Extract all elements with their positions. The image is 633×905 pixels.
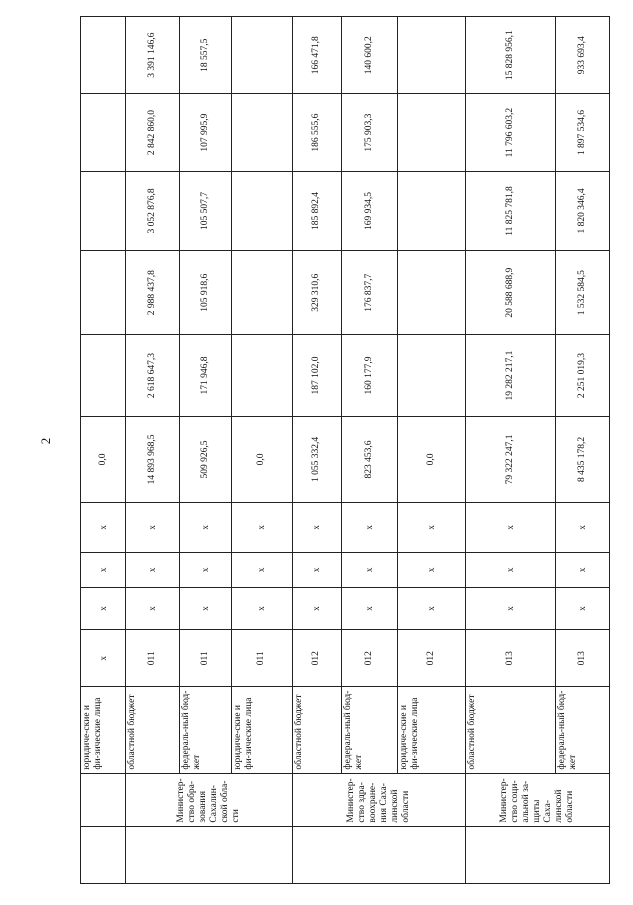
cell-value: 2 988 437,8 (126, 251, 180, 335)
cell-value (398, 94, 466, 171)
cell-organization: Министер-ство соци-альной за-щиты Саха-линской области (465, 773, 609, 826)
cell-value: 171 946,8 (180, 335, 232, 417)
table-row-continuation (81, 17, 126, 884)
cell-code: 013 (555, 630, 609, 687)
cell-x: х (81, 503, 126, 553)
cell-x: х (292, 588, 342, 630)
cell-value (81, 335, 126, 417)
table-row (555, 17, 609, 884)
budget-table (80, 16, 610, 884)
cell-code: 013 (465, 630, 555, 687)
cell-x: х (465, 552, 555, 587)
cell-value: 11 825 781,8 (465, 171, 555, 251)
cell-total: 509 926,5 (180, 416, 232, 502)
cell-value: 19 282 217,1 (465, 335, 555, 417)
cell-code: 011 (180, 630, 232, 687)
cell-code: 012 (292, 630, 342, 687)
cell-value: 175 903,3 (342, 94, 398, 171)
cell-value: 20 588 688,9 (465, 251, 555, 335)
cell-value: 176 837,7 (342, 251, 398, 335)
table-row (292, 17, 342, 884)
cell-source: юридиче-ские и фи-зические лица (81, 687, 126, 773)
cell-value: 107 995,9 (180, 94, 232, 171)
cell-value: 1 532 584,5 (555, 251, 609, 335)
cell-x: х (465, 503, 555, 553)
cell-x: х (555, 503, 609, 553)
cell-x: х (180, 503, 232, 553)
cell-x: х (81, 630, 126, 687)
cell-x: х (126, 503, 180, 553)
cell-value: 105 507,7 (180, 171, 232, 251)
cell-value: 187 102,0 (292, 335, 342, 417)
cell-organization: Министер-ство обра-зования Сахалин-ской обла-сти (126, 773, 293, 826)
cell-source: федераль-ный бюд-жет (180, 687, 232, 773)
cell-empty (292, 826, 465, 883)
cell-x: х (231, 588, 292, 630)
cell-value: 185 892,4 (292, 171, 342, 251)
cell-value (398, 171, 466, 251)
cell-x: х (231, 552, 292, 587)
cell-value: 2 842 860,0 (126, 94, 180, 171)
cell-empty (126, 826, 293, 883)
cell-x: х (342, 588, 398, 630)
cell-value: 2 618 647,3 (126, 335, 180, 417)
cell-value (81, 94, 126, 171)
cell-value (398, 17, 466, 94)
cell-x: х (342, 552, 398, 587)
cell-value: 11 796 603,2 (465, 94, 555, 171)
cell-value: 3 391 146,6 (126, 17, 180, 94)
cell-value (231, 17, 292, 94)
cell-total: 823 453,6 (342, 416, 398, 502)
cell-value: 160 177,9 (342, 335, 398, 417)
cell-total: 0,0 (231, 416, 292, 502)
cell-value: 15 828 956,1 (465, 17, 555, 94)
cell-x: х (398, 552, 466, 587)
cell-value (81, 171, 126, 251)
cell-total: 0,0 (81, 416, 126, 502)
cell-source: федераль-ный бюд-жет (555, 687, 609, 773)
cell-x: х (465, 588, 555, 630)
cell-source: юридиче-ские и фи-зические лица (231, 687, 292, 773)
table-row (180, 17, 232, 884)
cell-total: 8 435 178,2 (555, 416, 609, 502)
cell-x: х (398, 588, 466, 630)
cell-value: 1 897 534,6 (555, 94, 609, 171)
cell-x: х (81, 552, 126, 587)
cell-value: 1 820 346,4 (555, 171, 609, 251)
table-row (398, 17, 466, 884)
cell-value (231, 335, 292, 417)
cell-value: 166 471,8 (292, 17, 342, 94)
cell-x: х (555, 588, 609, 630)
cell-value: 105 918,6 (180, 251, 232, 335)
cell-empty (465, 826, 609, 883)
cell-x: х (126, 552, 180, 587)
cell-code: 011 (231, 630, 292, 687)
cell-value: 140 600,2 (342, 17, 398, 94)
cell-organization: Министер-ство здра-воохране-ния Саха-линской области (292, 773, 465, 826)
cell-value: 2 251 019,3 (555, 335, 609, 417)
cell-value (398, 251, 466, 335)
cell-source: федераль-ный бюд-жет (342, 687, 398, 773)
cell-value: 169 934,5 (342, 171, 398, 251)
cell-x: х (342, 503, 398, 553)
cell-value: 3 052 876,8 (126, 171, 180, 251)
page-number: 2 (38, 437, 53, 445)
table-row (231, 17, 292, 884)
cell-x: х (180, 588, 232, 630)
cell-empty (81, 773, 126, 826)
cell-x: х (231, 503, 292, 553)
cell-value (398, 335, 466, 417)
cell-value (81, 17, 126, 94)
cell-x: х (126, 588, 180, 630)
cell-x: х (398, 503, 466, 553)
cell-value: 186 555,6 (292, 94, 342, 171)
cell-x: х (180, 552, 232, 587)
cell-total: 79 322 247,1 (465, 416, 555, 502)
cell-x: х (555, 552, 609, 587)
cell-value (81, 251, 126, 335)
table-row (126, 17, 180, 884)
cell-total: 0,0 (398, 416, 466, 502)
budget-table-rotated (80, 16, 610, 884)
cell-code: 012 (398, 630, 466, 687)
cell-x: х (292, 503, 342, 553)
cell-source: юридиче-ские и фи-зические лица (398, 687, 466, 773)
cell-source: областной бюджет (126, 687, 180, 773)
cell-value (231, 251, 292, 335)
cell-value: 18 557,5 (180, 17, 232, 94)
cell-code: 011 (126, 630, 180, 687)
cell-x: х (292, 552, 342, 587)
cell-code: 012 (342, 630, 398, 687)
cell-total: 14 893 968,5 (126, 416, 180, 502)
cell-value (231, 94, 292, 171)
cell-empty (81, 826, 126, 883)
cell-value: 329 310,6 (292, 251, 342, 335)
cell-source: областной бюджет (465, 687, 555, 773)
cell-source: областной бюджет (292, 687, 342, 773)
cell-value: 933 693,4 (555, 17, 609, 94)
cell-x: х (81, 588, 126, 630)
cell-value (231, 171, 292, 251)
table-row (342, 17, 398, 884)
cell-total: 1 055 332,4 (292, 416, 342, 502)
table-row (465, 17, 555, 884)
